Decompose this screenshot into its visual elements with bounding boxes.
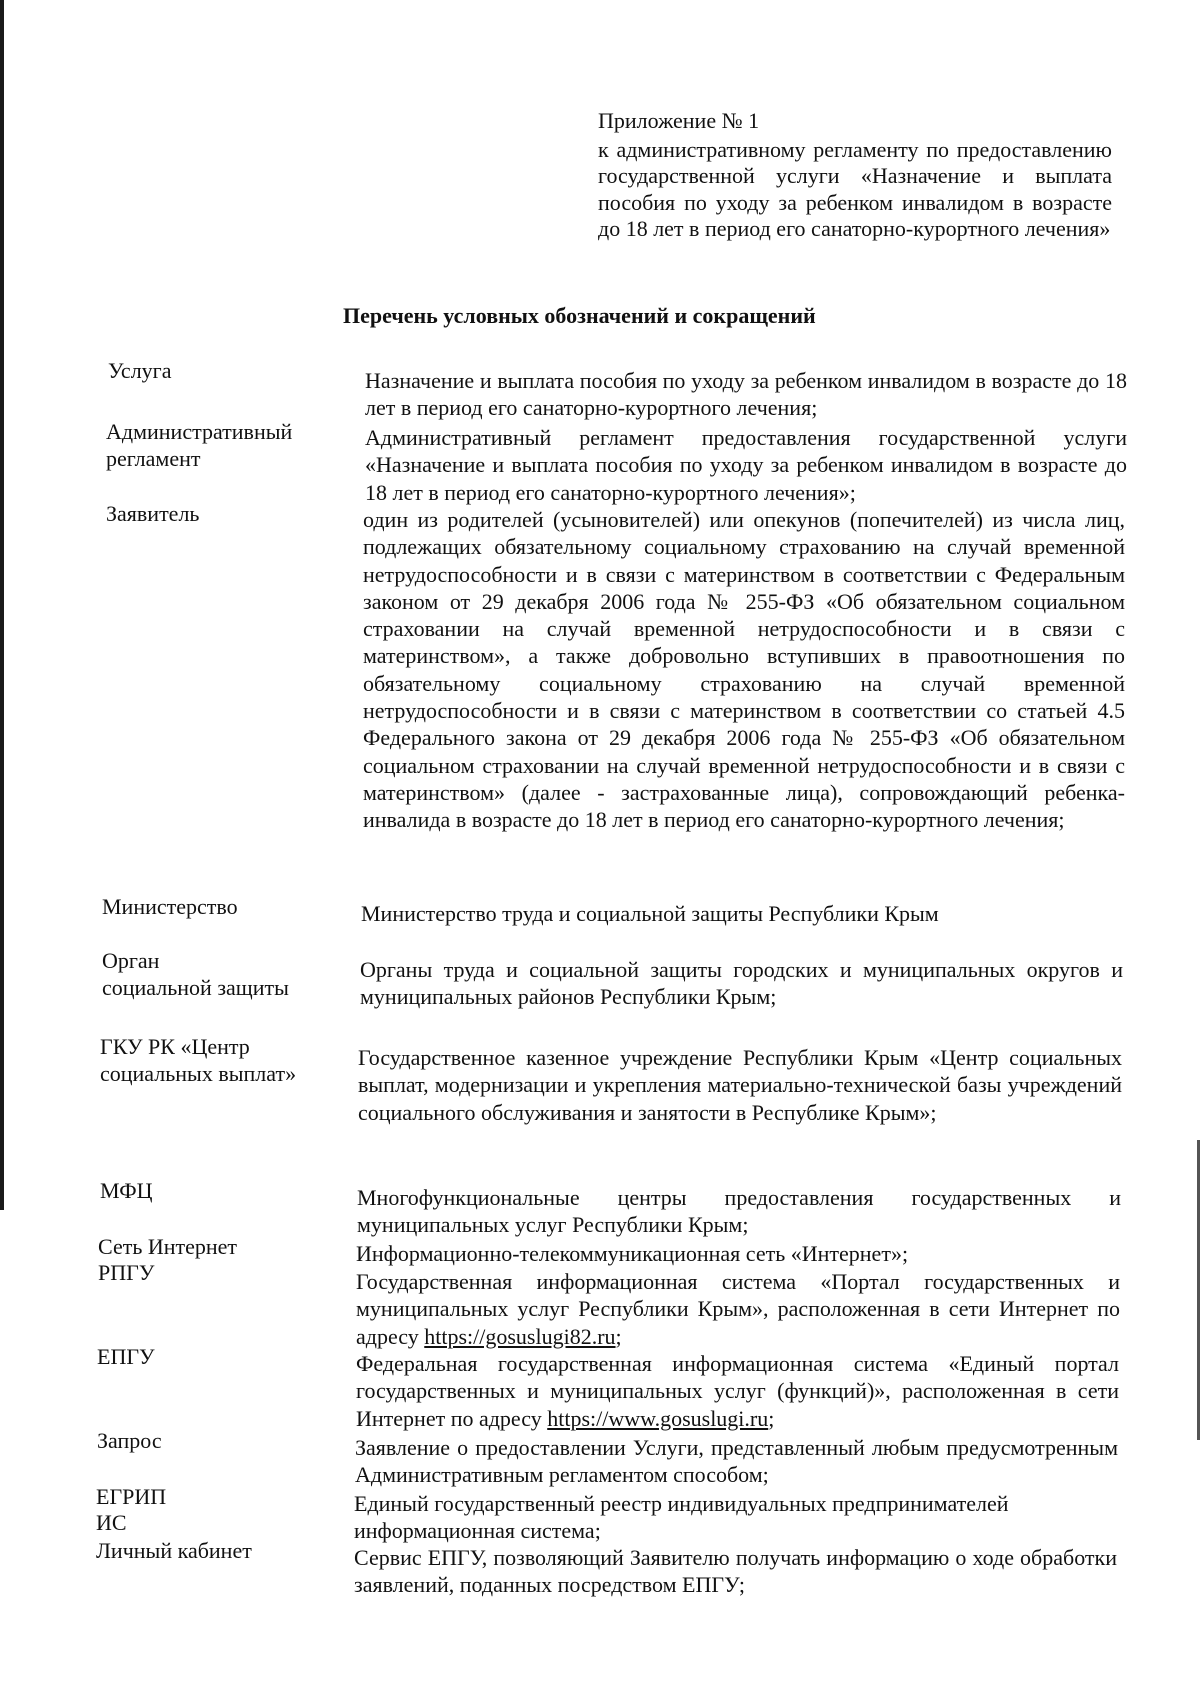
entry-definition xyxy=(356,1350,1119,1432)
entry-definition: Заявление о предоставлении Услуги, представленный любым предусмотренным Административным регламентом способом; xyxy=(355,1435,1118,1488)
entry-definition-text: Федеральная государственная информационная система «Единый портал государственных и муниципальных услуг (функций)», расположенная в сети Интернет по адресу xyxy=(356,1351,1119,1431)
entry-term: Услуга xyxy=(108,358,172,383)
epgu-url-link[interactable]: https://www.gosuslugi.ru xyxy=(547,1405,769,1431)
scan-left-edge xyxy=(0,0,4,1210)
entry-term: ЕГРИП xyxy=(96,1484,167,1509)
annex-number: Приложение № 1 xyxy=(598,108,760,133)
rpgu-url-link[interactable]: https://gosuslugi82.ru xyxy=(424,1323,616,1349)
entry-definition: Административный регламент предоставления государственной услуги «Назначение и выплата пособия по уходу за ребенком инвалидом в возрасте до 18 лет в период его санаторно-курортного лечения»; xyxy=(365,425,1127,505)
entry-definition-tail: ; xyxy=(768,1405,775,1431)
entry-term: Запрос xyxy=(97,1428,162,1453)
entry-definition: Многофункциональные центры предоставления государственных и муниципальных услуг Республики Крым; xyxy=(357,1185,1121,1238)
entry-definition: Единый государственный реестр индивидуальных предпринимателей xyxy=(354,1491,1009,1516)
annex-header xyxy=(598,108,1112,243)
entry-definition-tail: ; xyxy=(615,1323,622,1349)
entry-term: РПГУ xyxy=(98,1260,155,1285)
entry-definition: Государственное казенное учреждение Республики Крым «Центр социальных выплат, модернизации и укрепления материально-технической базы учреждений социального обслуживания и занятости в Республике Крым»; xyxy=(358,1045,1122,1125)
entry-definition-text: Государственная информационная система «Портал государственных и муниципальных услуг Республики Крым», расположенная в сети Интернет по адресу xyxy=(356,1269,1120,1349)
entry-term: МФЦ xyxy=(100,1178,153,1203)
entry-definition: Органы труда и социальной защиты городских и муниципальных округов и муниципальных районов Республики Крым; xyxy=(360,957,1123,1010)
entry-term: Личный кабинет xyxy=(96,1538,252,1563)
entry-definition: Министерство труда и социальной защиты Республики Крым xyxy=(361,901,939,926)
entry-term: Сеть Интернет xyxy=(98,1234,238,1259)
entry-term: Министерство xyxy=(102,894,238,919)
entry-definition: информационная система; xyxy=(354,1518,601,1543)
entry-definition: Информационно-телекоммуникационная сеть «Интернет»; xyxy=(356,1241,909,1266)
entry-term: ЕПГУ xyxy=(97,1344,155,1369)
entry-term: Орган социальной защиты xyxy=(102,948,289,1001)
entry-term: ГКУ РК «Центр социальных выплат» xyxy=(100,1034,297,1087)
entry-term: Заявитель xyxy=(106,501,200,526)
document-title: Перечень условных обозначений и сокращений xyxy=(343,303,816,328)
entry-term: ИС xyxy=(96,1510,127,1535)
entry-definition: Назначение и выплата пособия по уходу за ребенком инвалидом в возрасте до 18 лет в период его санаторно-курортного лечения; xyxy=(365,368,1127,421)
entry-definition xyxy=(356,1268,1120,1350)
entry-definition: Сервис ЕПГУ, позволяющий Заявителю получать информацию о ходе обработки заявлений, поданных посредством ЕПГУ; xyxy=(354,1545,1117,1598)
entry-term: Административный регламент xyxy=(106,419,293,472)
annex-text: к административному регламенту по предоставлению государственной услуги «Назначение и выплата пособия по уходу за ребенком инвалидом в возрасте до 18 лет в период его санаторно-курортного лечения» xyxy=(598,136,1112,242)
entry-definition: один из родителей (усыновителей) или опекунов (попечителей) из числа лиц, подлежащих обязательному социальному страхованию на случай временной нетрудоспособности и в связи с материнством в соответствии с Федеральным законом от 29 декабря 2006 года № 255-ФЗ «Об обязательном социальном страховании на случай временной нетрудоспособности и в связи с материнством», а также добровольно вступивших в правоотношения по обязательному социальному страхованию на случай временной нетрудоспособности и в связи с материнством в соответствии со статьей 4.5 Федерального закона от 29 декабря 2006 года № 255-ФЗ «Об обязательном социальном страховании на случай временной нетрудоспособности и в связи с материнством» (далее - застрахованные лица), сопровождающий ребенка-инвалида в возрасте до 18 лет в период его санаторно-курортного лечения; xyxy=(363,507,1125,833)
